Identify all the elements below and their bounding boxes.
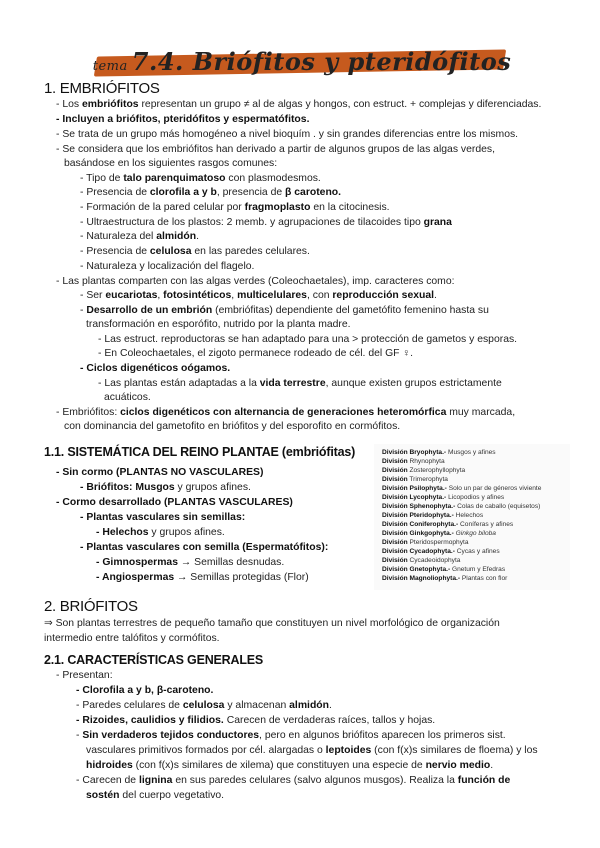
text-line: - Gimnospermas → Semillas desnudas. — [96, 557, 285, 568]
page-title: tema 7.4. Briófitos y pteridófitos — [92, 47, 512, 76]
text-line: - Presencia de clorofila a y b, presencia de β caroteno. — [80, 187, 342, 198]
text-line: - Clorofila a y b, β-caroteno. — [76, 685, 214, 696]
division-item: División Sphenophyta.- Colas de caballo (equisetos) — [382, 503, 541, 510]
text-line: - Se considera que los embriófitos han derivado a partir de algunos grupos de las algas verdes, — [56, 144, 495, 155]
text-line: - Naturaleza y localización del flagelo. — [80, 261, 255, 272]
division-item: División Trimerophyta — [382, 476, 448, 483]
text-line: basándose en los siguientes rasgos comunes: — [64, 158, 278, 169]
text-line: - En Coleochaetales, el zigoto permanece rodeado de cél. del GF ♀. — [98, 348, 414, 359]
text-line: ⇒ Son plantas terrestres de pequeño tamaño que constituyen un nivel morfológico de organización — [44, 618, 500, 629]
text-line: - Carecen de lignina en sus paredes celulares (salvo algunos musgos). Realiza la función de — [76, 775, 511, 786]
text-line: - Plantas vasculares con semilla (Espermatófitos): — [80, 542, 329, 553]
division-item: División Magnoliophyta.- Plantas con flor — [382, 575, 508, 582]
division-item: División Cycadophyta.- Cycas y afines — [382, 548, 500, 555]
text-line: - Las estruct. reproductoras se han adaptado para una > protección de gametos y esporas. — [98, 334, 518, 345]
text-line: - Ciclos digenéticos oógamos. — [80, 363, 231, 374]
text-line: - Plantas vasculares sin semillas: — [80, 512, 246, 523]
text-line: - Presentan: — [56, 670, 113, 681]
section-heading-caracteristicas: 2.1. CARACTERÍSTICAS GENERALES — [44, 653, 264, 667]
text-line: - Angiospermas → Semillas protegidas (Flor) — [96, 572, 309, 583]
division-item: División Coniferophyta.- Coníferas y afines — [382, 521, 514, 528]
text-line: transformación en esporófito, nutrido por la planta madre. — [86, 319, 351, 330]
section-heading-embriofitos: 1. EMBRIÓFITOS — [44, 80, 160, 97]
text-line: - Las plantas están adaptadas a la vida terrestre, aunque existen grupos estrictamente — [98, 378, 502, 389]
division-item: División Ginkgophyta.- Ginkgo biloba — [382, 530, 496, 537]
division-item: División Pteridospermophyta — [382, 539, 469, 546]
text-line: - Tipo de talo parenquimatoso con plasmodesmos. — [80, 173, 321, 184]
text-line: - Embriófitos: ciclos digenéticos con alternancia de generaciones heteromórfica muy marcada, — [56, 407, 516, 418]
text-line: - Presencia de celulosa en las paredes celulares. — [80, 246, 310, 257]
division-item: División Zosterophyllophyta — [382, 467, 466, 474]
text-line: - Las plantas comparten con las algas verdes (Coleochaetales), imp. caracteres como: — [56, 276, 455, 287]
text-line: - Incluyen a briófitos, pteridófitos y espermatófitos. — [56, 114, 310, 125]
text-line: - Sin cormo (PLANTAS NO VASCULARES) — [56, 467, 264, 478]
division-item: División Rhynophyta — [382, 458, 445, 465]
division-item: División Lycophyta.- Licopodios y afines — [382, 494, 505, 501]
text-line: - Formación de la pared celular por fragmoplasto en la citocinesis. — [80, 202, 390, 213]
text-line: - Helechos y grupos afines. — [96, 527, 225, 538]
text-line: vasculares primitivos formados por cél. alargadas o leptoides (con f(x)s similares de floema) y los — [86, 745, 538, 756]
title-banner — [92, 47, 512, 77]
division-item: División Psilophyta.- Solo un par de géneros viviente — [382, 485, 542, 492]
text-line: - Desarrollo de un embrión (embriófitas) dependiente del gametófito femenino hasta su — [80, 305, 489, 316]
division-item: División Gnetophyta.- Gnetum y Efedras — [382, 566, 506, 573]
division-item: División Pteridophyta.- Helechos — [382, 512, 484, 519]
text-line: - Se trata de un grupo más homogéneo a nivel bioquím . y sin grandes diferencias entre los mismos. — [56, 129, 519, 140]
text-line: - Briófitos: Musgos y grupos afines. — [80, 482, 251, 493]
text-line: - Cormo desarrollado (PLANTAS VASCULARES) — [56, 497, 293, 508]
text-line: - Naturaleza del almidón. — [80, 231, 199, 242]
text-line: acuáticos. — [104, 392, 151, 403]
text-line: hidroides (con f(x)s similares de xilema) que constituyen una especie de nervio medio. — [86, 760, 494, 771]
text-line: - Sin verdaderos tejidos conductores, pero en algunos briófitos aparecen los primeros sist. — [76, 730, 506, 741]
text-line: - Ultraestructura de los plastos: 2 memb. y agrupaciones de tilacoides tipo grana — [80, 217, 452, 228]
text-line: sostén del cuerpo vegetativo. — [86, 790, 225, 801]
text-line: con dominancia del gametofito en briófitos y del esporofito en cormófitos. — [64, 421, 401, 432]
text-line: intermedio entre talófitos y cormófitos. — [44, 633, 220, 644]
section-heading-sistematica: 1.1. SISTEMÁTICA DEL REINO PLANTAE (embriófitas) — [44, 445, 356, 459]
text-line: - Ser eucariotas, fotosintéticos, multicelulares, con reproducción sexual. — [80, 290, 437, 301]
text-line: - Paredes celulares de celulosa y almacenan almidón. — [76, 700, 332, 711]
divisions-list — [374, 444, 570, 590]
division-item: División Cycadeoidophyta — [382, 557, 461, 564]
text-line: - Rizoides, caulidios y filidios. Carecen de verdaderas raíces, tallos y hojas. — [76, 715, 436, 726]
division-item: División Bryophyta.- Musgos y afines — [382, 449, 496, 456]
text-line: - Los embriófitos representan un grupo ≠ al de algas y hongos, con estruct. + complejas y diferenciadas. — [56, 99, 542, 110]
section-heading-briofitos: 2. BRIÓFITOS — [44, 598, 138, 615]
